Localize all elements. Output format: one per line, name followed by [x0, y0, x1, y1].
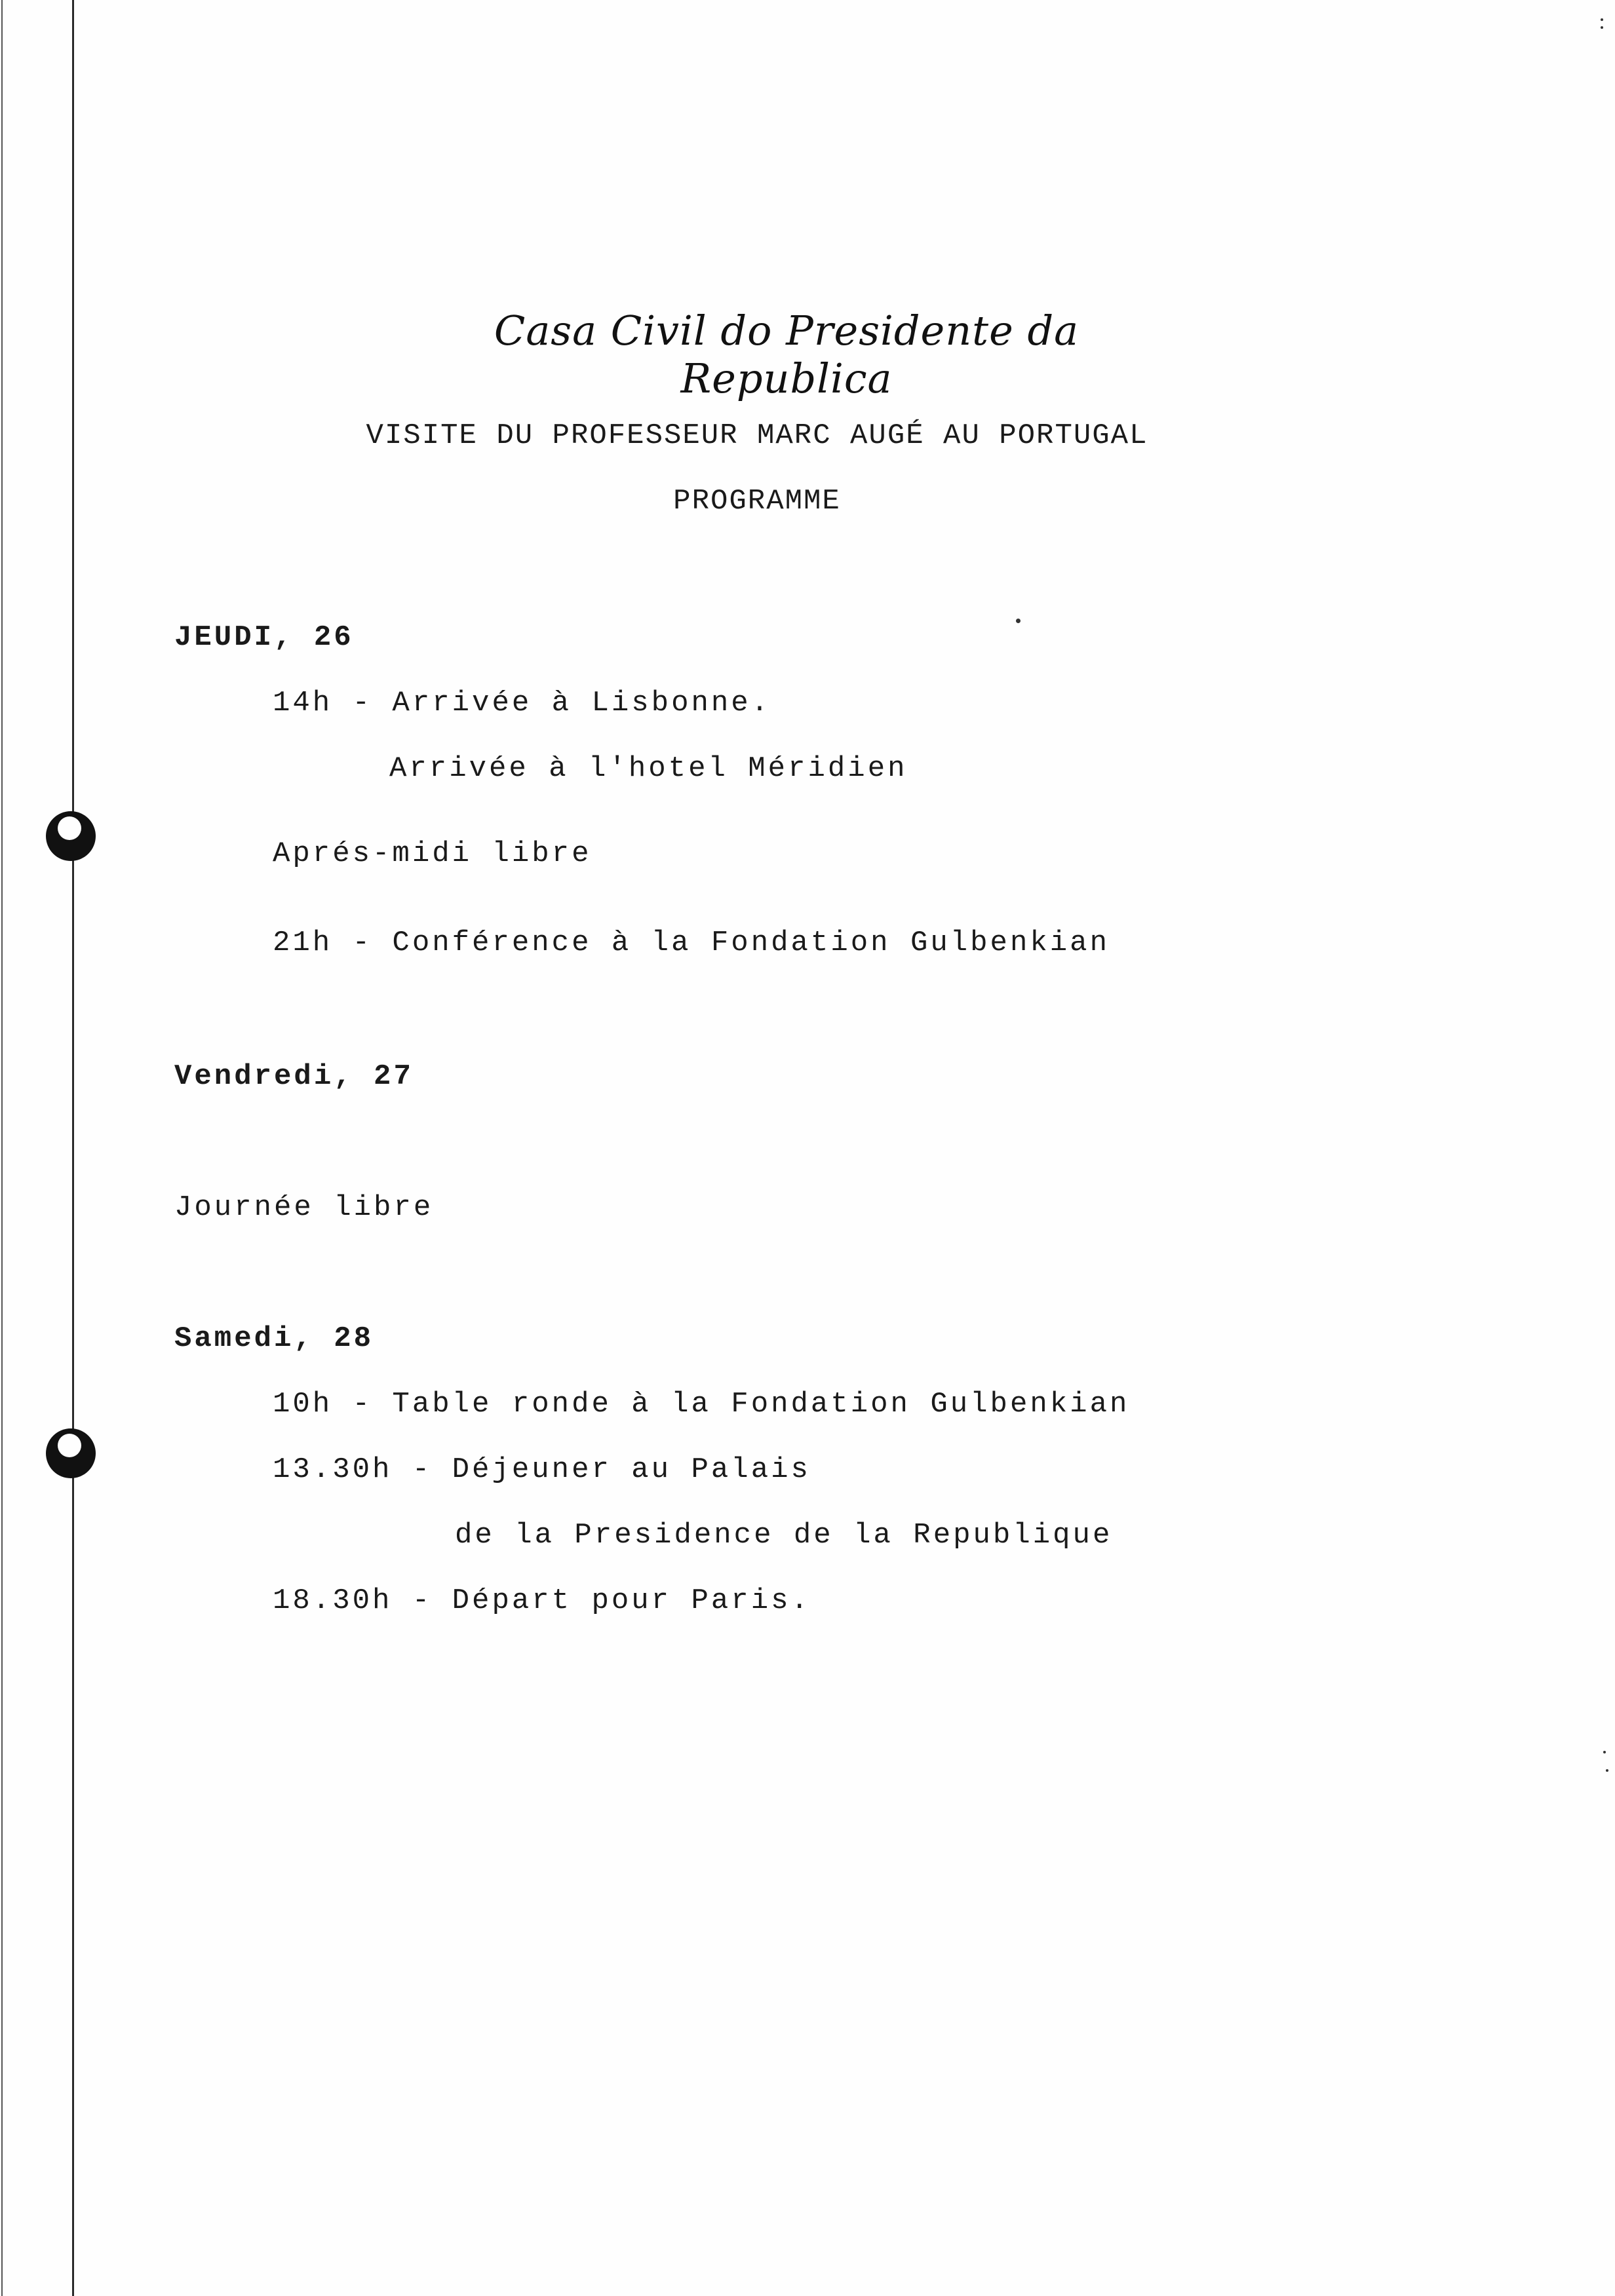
scan-speck — [1603, 1751, 1606, 1753]
schedule-item: 18.30h - Départ pour Paris. — [273, 1584, 811, 1617]
scan-speck — [1601, 26, 1603, 29]
schedule-item: Arrivée à l'hotel Méridien — [389, 752, 908, 785]
binding-line — [72, 0, 74, 2296]
scan-speck — [1016, 619, 1021, 623]
schedule-item: 10h - Table ronde à la Fondation Gulbenkian — [273, 1388, 1130, 1421]
schedule-item: de la Presidence de la Republique — [455, 1519, 1113, 1552]
scan-edge-line — [1, 0, 3, 2296]
scan-speck — [1606, 1769, 1608, 1772]
schedule-item: Journée libre — [174, 1191, 434, 1224]
schedule-item: 14h - Arrivée à Lisbonne. — [273, 687, 771, 719]
scan-speck — [1601, 18, 1603, 21]
day-heading-samedi: Samedi, 28 — [174, 1322, 374, 1355]
schedule-item: 21h - Conférence à la Fondation Gulbenkian — [273, 927, 1110, 959]
day-heading-vendredi: Vendredi, 27 — [174, 1060, 414, 1093]
punch-hole — [46, 1428, 96, 1478]
day-heading-jeudi: JEUDI, 26 — [174, 621, 354, 654]
schedule-item: 13.30h - Déjeuner au Palais — [273, 1453, 811, 1486]
document-title: VISITE DU PROFESSEUR MARC AUGÉ AU PORTUGAL — [366, 419, 1148, 452]
schedule-item: Aprés-midi libre — [273, 837, 592, 870]
letterhead: Casa Civil do Presidente da Republica — [494, 307, 1080, 402]
punch-hole — [46, 811, 96, 861]
programme-heading: PROGRAMME — [673, 485, 841, 518]
